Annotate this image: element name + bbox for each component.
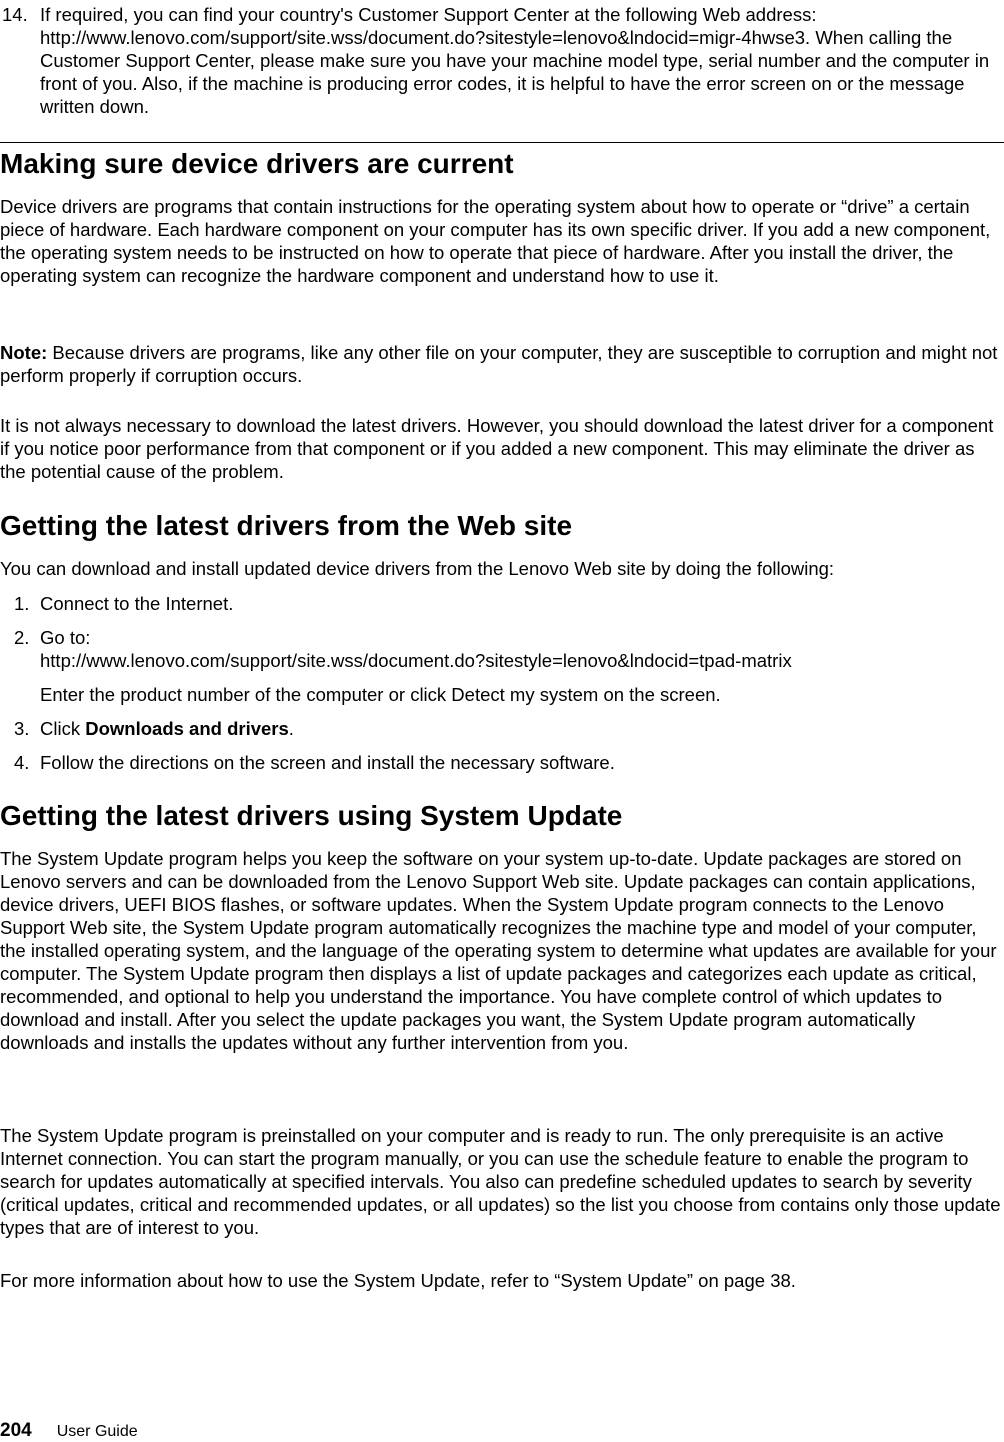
paragraph-text: Device drivers are programs that contain instructions for the operating system about how to operate or “drive” a certain piece of hardware. Each hardware component on your computer has its own specific driver. If you add a new component, the operating system needs to be instructed on how to operate that piece of hardware. After you install the driver, the operating system can recognize the hardware component and understand how to use it. [0,196,991,286]
system-update-reference [0,1269,1004,1292]
list-item-step-2: 2. Go to: http://www.lenovo.com/support/site.wss/document.do?sitestyle=lenovo&lndocid=tpad-matrix Enter the product number of the computer or click Detect my system on the screen. [0,626,1004,706]
note-text: Because drivers are programs, like any other file on your computer, they are susceptible to corruption and might not perform properly if corruption occurs. [0,342,998,386]
device-drivers-paragraph [0,195,1004,287]
section-divider [0,142,1004,143]
paragraph-text: The System Update program helps you keep the software on your system up-to-date. Update packages are stored on Lenovo servers and can be downloaded from the Lenovo Support Web site. Update packages can contain applications, device drivers, UEFI BIOS flashes, or software updates. When the System Update program connects to the Lenovo Support Web site, the System Update program automatically recognizes the machine type and model of your computer, the installed operating system, and the language of the operating system to determine what updates are available for your computer. The System Update program then displays a list of update packages and categorizes each update as critical, recommended, and optional to help you understand the importance. You have complete control of which updates to download and install. After you select the update packages you want, the System Update program automatically downloads and installs the updates without any further intervention from you. [0,848,997,1053]
heading-system-update: Getting the latest drivers using System Update [0,800,623,831]
list-item-step-14 [0,3,1000,118]
step-text: If required, you can find your country's Customer Support Center at the following Web address: http://www.lenovo.com/support/site.wss/document.do?sitestyle=lenovo&lndocid=migr-4hwse3. When calling the Customer Support Center, please make sure you have your machine model type, serial number and the computer in front of you. Also, if the machine is producing error codes, it is helpful to have the error screen on or the message written down. [40,4,990,117]
list-item-step-4: 4. Follow the directions on the screen and install the necessary software. [14,752,615,773]
list-item-step-1: 1. Connect to the Internet. [14,593,234,614]
list-item-step-3: 3. Click Downloads and drivers. [14,718,294,739]
heading-web-site: Getting the latest drivers from the Web site [0,510,573,541]
web-site-intro [0,557,1004,580]
paragraph-text: For more information about how to use the System Update, refer to “System Update” on page 38. [0,1270,796,1291]
note-label: Note: [0,342,48,363]
page-footer [0,1420,138,1442]
paragraph-text: You can download and install updated device drivers from the Lenovo Web site by doing the following: [0,558,835,579]
paragraph-text: It is not always necessary to download the latest drivers. However, you should download the latest driver for a component if you notice poor performance from that component or if you added a new component. This may eliminate the driver as the potential cause of the problem. [0,415,994,482]
support-url: http://www.lenovo.com/support/site.wss/document.do?sitestyle=lenovo&lndocid=tpad-matrix [40,650,792,671]
page-number: 204 [0,1420,32,1441]
latest-drivers-paragraph [0,414,1004,483]
system-update-paragraph-1 [0,847,1004,1054]
steps-list [0,592,1004,774]
heading-device-drivers: Making sure device drivers are current [0,148,514,179]
system-update-paragraph-2 [0,1124,1004,1239]
paragraph-text: The System Update program is preinstalled on your computer and is ready to run. The only prerequisite is an active Internet connection. You can start the program manually, or you can use the schedule feature to enable the program to search for updates automatically at specified intervals. You also can predefine scheduled updates to search by severity (critical updates, critical and recommended updates, or all updates) so the list you choose from contains only those update types that are of interest to you. [0,1125,1001,1238]
note-paragraph [0,341,1004,387]
doc-title: User Guide [56,1423,138,1440]
step-number: 14. [2,4,28,25]
